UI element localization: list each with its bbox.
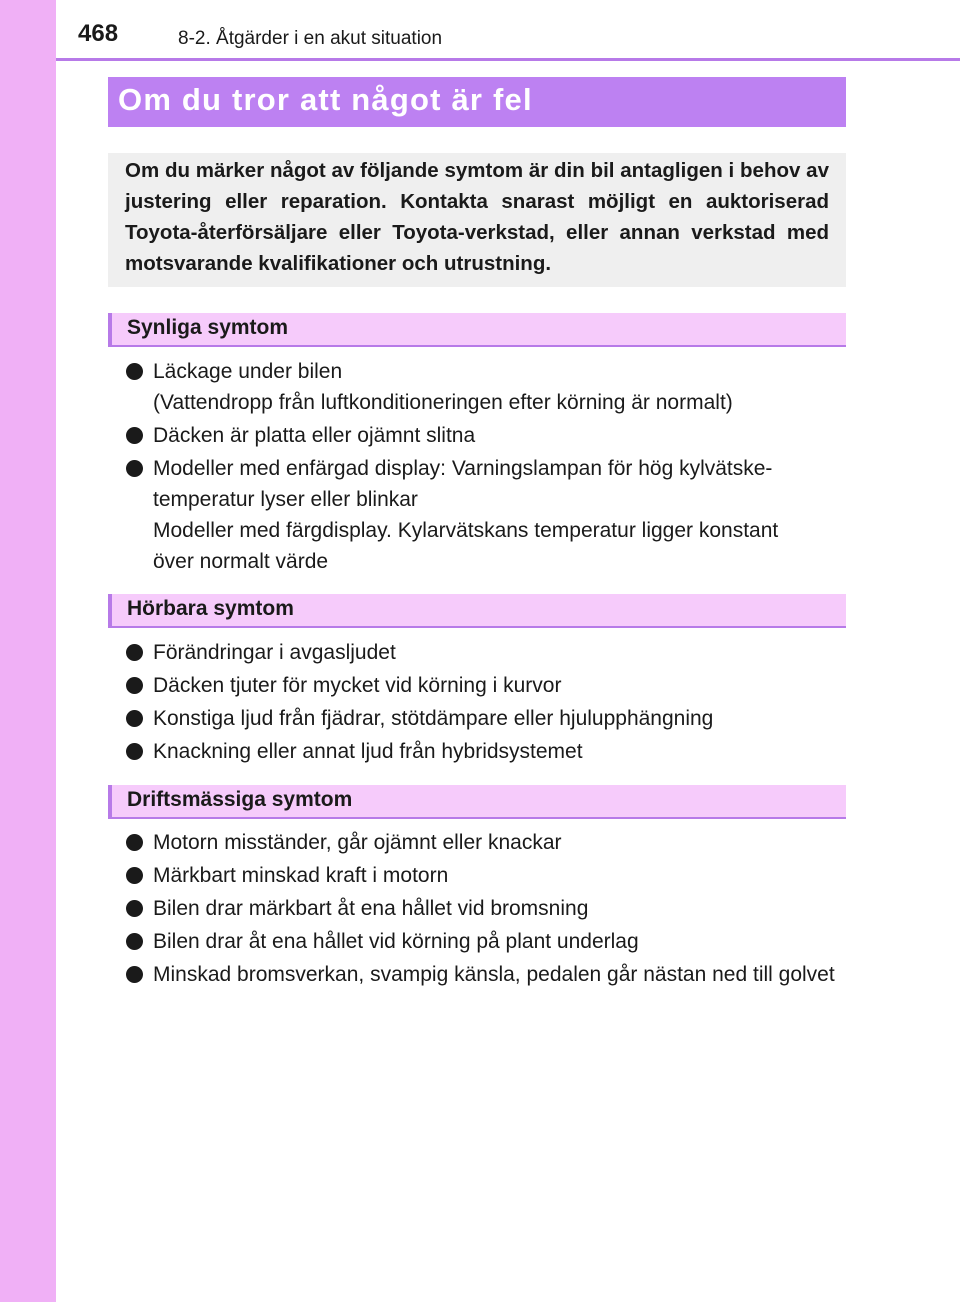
list-item-note: (Vattendropp från luftkonditioneringen efter körning är normalt) xyxy=(153,391,733,414)
list-item-text: Märkbart minskad kraft i motorn xyxy=(153,864,449,887)
list-item-text: Bilen drar märkbart åt ena hållet vid bromsning xyxy=(153,897,589,920)
page-title: Om du tror att något är fel xyxy=(118,82,533,117)
list-item xyxy=(126,670,562,701)
list-item-text: Däcken är platta eller ojämnt slitna xyxy=(153,424,476,447)
bullet-icon xyxy=(126,460,143,477)
list-item xyxy=(126,926,639,957)
list-item-text: Däcken tjuter för mycket vid körning i kurvor xyxy=(153,674,562,697)
list-item xyxy=(126,637,396,668)
bullet-icon xyxy=(126,867,143,884)
intro-text: Om du märker något av följande symtom är din bil antagligen i behov av justering eller reparation. Kontakta snarast möjligt en auktoriserad Toyota-återförsäljare eller Toyota-verkstad, eller annan verkstad med motsvarande kvalifikationer och utrustning. xyxy=(125,159,829,275)
intro-box xyxy=(108,153,846,287)
list-item-text: Modeller med färgdisplay. Kylarvätskans temperatur ligger konstant xyxy=(153,519,779,542)
chapter-tab xyxy=(0,0,56,1302)
list-item-text: Motorn misständer, går ojämnt eller knackar xyxy=(153,831,562,854)
header-rule xyxy=(56,58,960,61)
visible-symptoms-header xyxy=(108,313,846,347)
list-item-text: Bilen drar åt ena hållet vid körning på plant underlag xyxy=(153,930,639,953)
bullet-icon xyxy=(126,743,143,760)
operational-symptoms-header xyxy=(108,785,846,819)
list-item-text: Modeller med enfärgad display: Varningslampan för hög kylvätske- xyxy=(153,457,773,480)
bullet-icon xyxy=(126,966,143,983)
list-item xyxy=(126,959,835,990)
bullet-icon xyxy=(126,677,143,694)
bullet-icon xyxy=(126,834,143,851)
list-item-text: temperatur lyser eller blinkar xyxy=(153,488,418,511)
list-item-text: Minskad bromsverkan, svampig känsla, pedalen går nästan ned till golvet xyxy=(153,963,835,986)
list-item-text: Läckage under bilen xyxy=(153,360,343,383)
section-label: 8-2. Åtgärder i en akut situation xyxy=(178,28,443,49)
list-item-text: Knackning eller annat ljud från hybridsystemet xyxy=(153,740,583,763)
list-item xyxy=(126,703,714,734)
visible-symptoms-heading: Synliga symtom xyxy=(127,316,289,339)
list-item xyxy=(126,356,733,418)
operational-symptoms-heading: Driftsmässiga symtom xyxy=(127,788,353,811)
list-item xyxy=(126,736,583,767)
list-item-text: Konstiga ljud från fjädrar, stötdämpare eller hjulupphängning xyxy=(153,707,714,730)
bullet-icon xyxy=(126,710,143,727)
list-item xyxy=(126,827,562,858)
list-item-text: Förändringar i avgasljudet xyxy=(153,641,396,664)
page-number: 468 xyxy=(78,20,119,47)
bullet-icon xyxy=(126,900,143,917)
bullet-icon xyxy=(126,644,143,661)
page-title-bar xyxy=(108,77,846,127)
audible-symptoms-heading: Hörbara symtom xyxy=(127,597,294,620)
list-item xyxy=(126,860,449,891)
audible-symptoms-header xyxy=(108,594,846,628)
bullet-icon xyxy=(126,427,143,444)
list-item xyxy=(126,893,589,924)
list-item-text: över normalt värde xyxy=(153,550,329,573)
bullet-icon xyxy=(126,363,143,380)
list-item xyxy=(126,420,476,451)
bullet-icon xyxy=(126,933,143,950)
list-item xyxy=(126,453,779,577)
